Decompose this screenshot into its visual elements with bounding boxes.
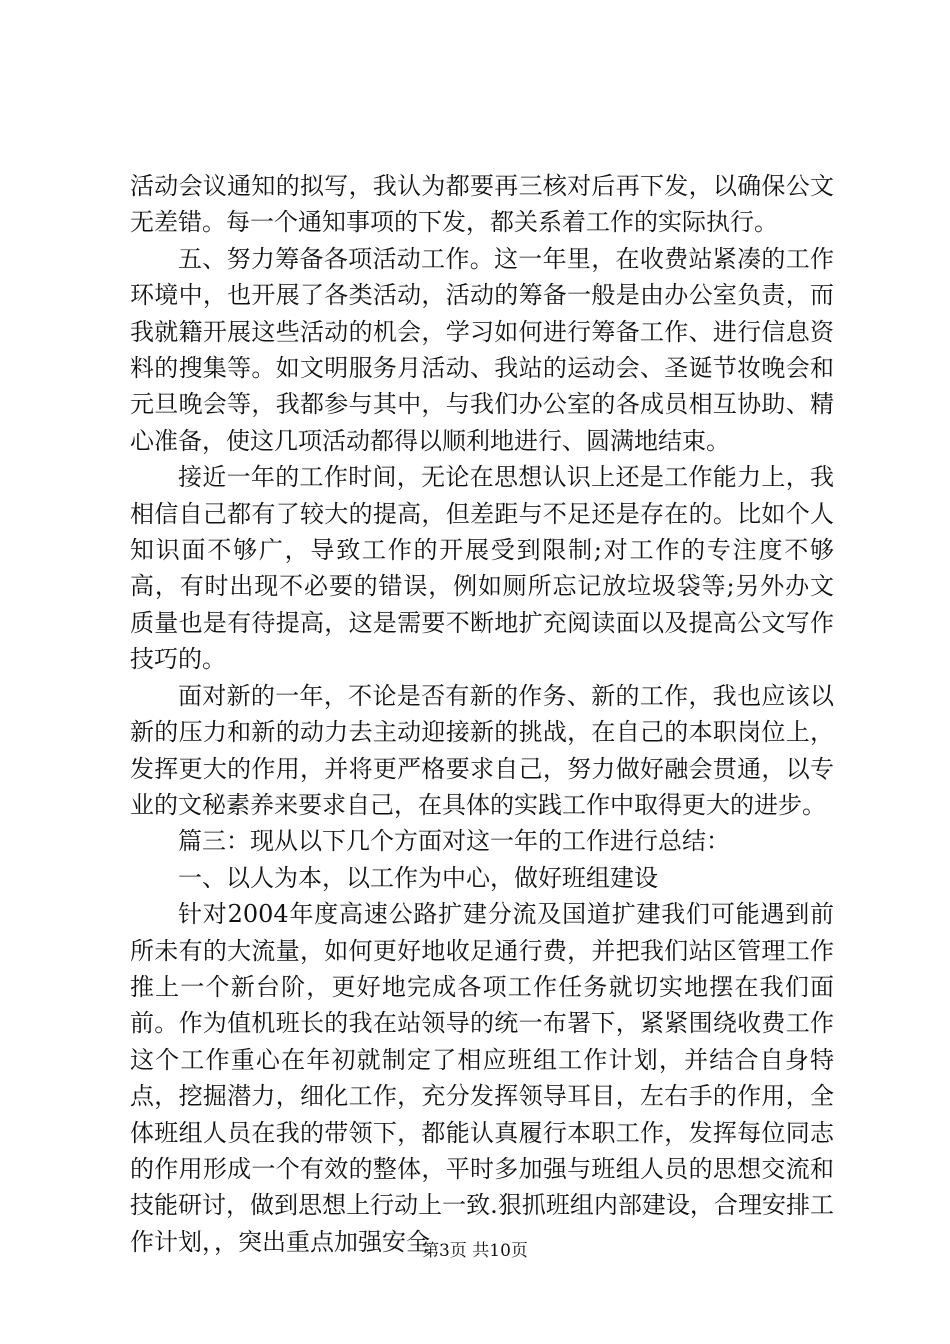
paragraph-7: 针对2004年度高速公路扩建分流及国道扩建我们可能遇到前所未有的大流量，如何更好地收足通行费，并把我们站区管理工作推上一个新台阶，更好地完成各项工作任务就切实地摆在我们面前。作为值机班长的我在站领导的统一布署下，紧紧围绕收费工作这个工作重心在年初就制定了相应班组工作计划，并结合自身特点，挖掘潜力，细化工作，充分发挥领导耳目，左右手的作用，全体班组人员在我的带领下，都能认真履行本职工作，发挥每位同志的作用形成一个有效的整体，平时多加强与班组人员的思想交流和技能研讨，做到思想上行动上一致.狠抓班组内部建设，合理安排工作计划，，突出重点加强安全 xyxy=(130,900,834,1256)
paragraph-5-heading: 篇三：现从以下几个方面对这一年的工作进行总结： xyxy=(178,827,730,856)
paragraph-1: 活动会议通知的拟写，我认为都要再三核对后再下发，以确保公文无差错。每一个通知事项的下发，都关系着工作的实际执行。 xyxy=(130,172,834,237)
document-body xyxy=(130,168,834,1260)
paragraph-2: 五、努力筹备各项活动工作。这一年里，在收费站紧凑的工作环境中，也开展了各类活动，活动的筹备一般是由办公室负责，而我就籍开展这些活动的机会，学习如何进行筹备工作、进行信息资料的搜集等。如文明服务月活动、我站的运动会、圣诞节妆晚会和元旦晚会等，我都参与其中，与我们办公室的各成员相互协助、精心准备，使这几项活动都得以顺利地进行、圆满地结束。 xyxy=(130,244,834,455)
paragraph-3: 接近一年的工作时间，无论在思想认识上还是工作能力上，我相信自己都有了较大的提高，但差距与不足还是存在的。比如个人知识面不够广，导致工作的开展受到限制;对工作的专注度不够高，有时出现不必要的错误，例如厕所忘记放垃圾袋等;另外办文质量也是有待提高，这是需要不断地扩充阅读面以及提高公文写作技巧的。 xyxy=(130,463,834,674)
paragraph-4: 面对新的一年，不论是否有新的作务、新的工作，我也应该以新的压力和新的动力去主动迎接新的挑战，在自己的本职岗位上，发挥更大的作用，并将更严格要求自己，努力做好融会贯通，以专业的文秘素养来要求自己，在具体的实践工作中取得更大的进步。 xyxy=(130,681,834,819)
paragraph-6-heading: 一、以人为本，以工作为中心，做好班组建设 xyxy=(178,863,658,892)
page-number-footer: 第3页 共10页 xyxy=(422,1241,528,1261)
